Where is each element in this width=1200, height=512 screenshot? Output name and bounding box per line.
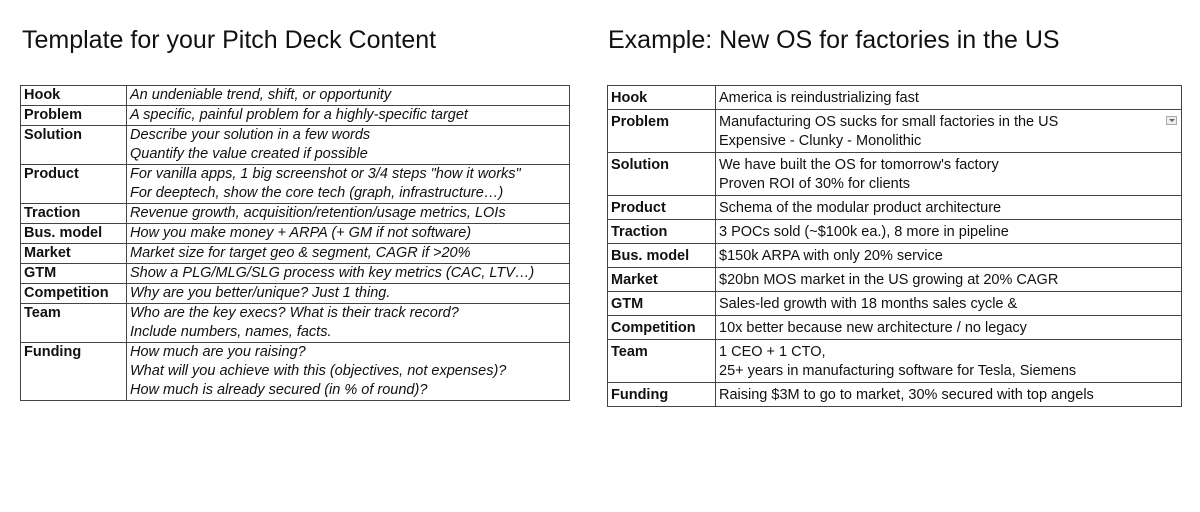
table-row [608,383,1182,407]
row-label[interactable]: Problem [21,106,127,126]
cell-text-line: Who are the key execs? What is their track record? [130,305,459,321]
table-row [608,292,1182,316]
row-label[interactable]: Market [21,244,127,264]
row-content[interactable] [716,268,1182,292]
cell-text-line: Revenue growth, acquisition/retention/usage metrics, LOIs [130,205,506,221]
row-content[interactable] [716,244,1182,268]
row-label[interactable]: Market [608,268,716,292]
cell-text-line: Quantify the value created if possible [130,146,368,162]
table-row [21,304,570,343]
right-title: Example: New OS for factories in the US [608,26,1060,54]
row-label[interactable]: Team [608,340,716,383]
row-content[interactable] [127,86,570,106]
row-label[interactable]: Funding [608,383,716,407]
row-content[interactable] [716,110,1182,153]
row-label[interactable]: Competition [21,284,127,304]
row-content[interactable] [127,106,570,126]
row-label[interactable]: Problem [608,110,716,153]
cell-text-line: 10x better because new architecture / no legacy [719,320,1027,336]
cell-text-line: Expensive - Clunky - Monolithic [719,133,922,149]
table-row [21,343,570,401]
cell-text-line: America is reindustrializing fast [719,90,919,106]
cell-text-line: For deeptech, show the core tech (graph, infrastructure…) [130,185,504,201]
cell-text-line: How you make money + ARPA (+ GM if not software) [130,225,472,241]
row-label[interactable]: GTM [608,292,716,316]
left-title: Template for your Pitch Deck Content [22,26,437,54]
cell-text-line: $20bn MOS market in the US growing at 20% CAGR [719,272,1059,288]
cell-text-line: Show a PLG/MLG/SLG process with key metrics (CAC, LTV…) [130,265,535,281]
row-label[interactable]: Funding [21,343,127,401]
row-content[interactable] [716,340,1182,383]
row-label[interactable]: Hook [608,86,716,110]
row-content[interactable] [716,86,1182,110]
row-content[interactable] [127,126,570,165]
table-row [608,110,1182,153]
row-content[interactable] [127,264,570,284]
table-row [608,220,1182,244]
cell-text-line: We have built the OS for tomorrow's factory [719,157,999,173]
cell-text-line: 25+ years in manufacturing software for Tesla, Siemens [719,363,1077,379]
cell-text-line: Schema of the modular product architecture [719,200,1002,216]
table-row [608,316,1182,340]
row-label[interactable]: Solution [608,153,716,196]
table-row [21,165,570,204]
row-label[interactable]: Team [21,304,127,343]
table-row [21,224,570,244]
example-table [607,85,1182,407]
template-table [20,85,570,401]
row-label[interactable]: Bus. model [21,224,127,244]
row-label[interactable]: Competition [608,316,716,340]
table-row [21,244,570,264]
table-row [608,340,1182,383]
row-content[interactable] [127,244,570,264]
table-row [608,86,1182,110]
cell-text-line: A specific, painful problem for a highly-specific target [130,107,468,123]
row-content[interactable] [127,343,570,401]
row-label[interactable]: GTM [21,264,127,284]
cell-text-line: Include numbers, names, facts. [130,324,332,340]
cell-text-line: Sales-led growth with 18 months sales cycle & [719,296,1018,312]
row-label[interactable]: Bus. model [608,244,716,268]
row-content[interactable] [716,316,1182,340]
cell-text-line: What will you achieve with this (objectives, not expenses)? [130,363,507,379]
cell-text-line: Manufacturing OS sucks for small factories in the US [719,114,1059,130]
row-label[interactable]: Product [608,196,716,220]
cell-text-line: How much are you raising? [130,344,306,360]
row-content[interactable] [716,196,1182,220]
cell-text-line: 1 CEO + 1 CTO, [719,344,826,360]
row-label[interactable]: Traction [608,220,716,244]
row-content[interactable] [716,153,1182,196]
table-row [608,153,1182,196]
table-row [21,126,570,165]
row-content[interactable] [716,292,1182,316]
row-content[interactable] [127,224,570,244]
cell-text-line: Market size for target geo & segment, CAGR if >20% [130,245,471,261]
table-row [608,196,1182,220]
cell-text-line: For vanilla apps, 1 big screenshot or 3/4 steps "how it works" [130,166,521,182]
table-row [21,284,570,304]
row-content[interactable] [127,284,570,304]
row-label[interactable]: Traction [21,204,127,224]
row-label[interactable]: Solution [21,126,127,165]
table-row [21,204,570,224]
row-content[interactable] [127,304,570,343]
dropdown-arrow-icon[interactable] [1166,116,1177,125]
cell-text-line: How much is already secured (in % of round)? [130,382,428,398]
row-content[interactable] [127,204,570,224]
table-row [21,86,570,106]
cell-text-line: Proven ROI of 30% for clients [719,176,910,192]
table-row [608,244,1182,268]
cell-text-line: An undeniable trend, shift, or opportunity [130,87,392,103]
cell-text-line: Why are you better/unique? Just 1 thing. [130,285,391,301]
cell-text-line: Describe your solution in a few words [130,127,371,143]
row-content[interactable] [716,220,1182,244]
cell-text-line: Raising $3M to go to market, 30% secured with top angels [719,387,1094,403]
row-label[interactable]: Product [21,165,127,204]
row-content[interactable] [716,383,1182,407]
cell-text-line: $150k ARPA with only 20% service [719,248,943,264]
row-label[interactable]: Hook [21,86,127,106]
table-row [608,268,1182,292]
table-row [21,106,570,126]
table-row [21,264,570,284]
row-content[interactable] [127,165,570,204]
cell-text-line: 3 POCs sold (~$100k ea.), 8 more in pipeline [719,224,1009,240]
